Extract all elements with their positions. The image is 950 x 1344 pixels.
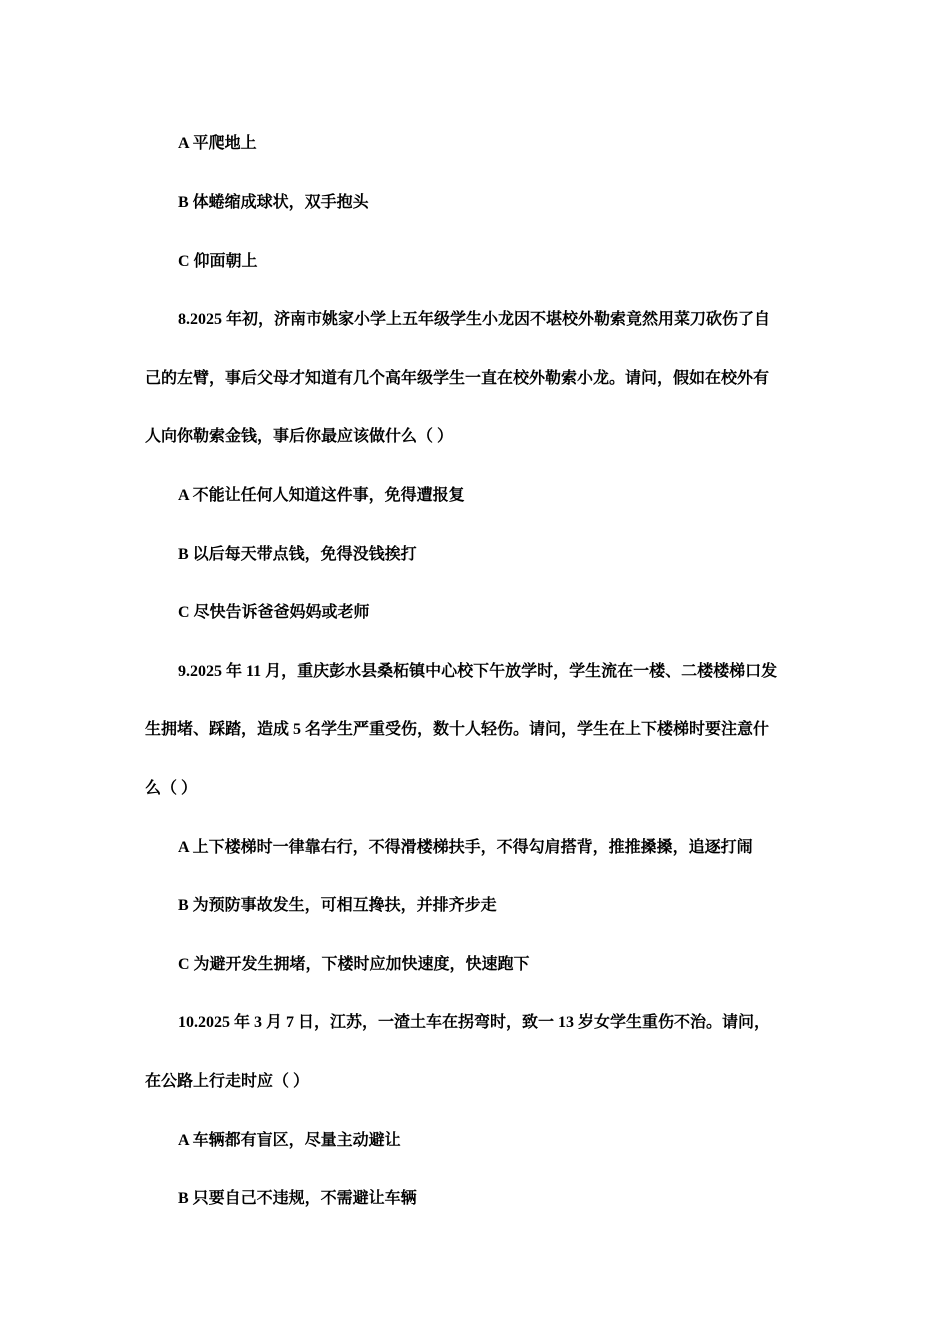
option-7b: B 体蜷缩成球状，双手抱头 <box>178 194 369 211</box>
question-9-line-2: 生拥堵、踩踏，造成 5 名学生严重受伤，数十人轻伤。请问，学生在上下楼梯时要注意什 <box>145 721 770 738</box>
option-9b: B 为预防事故发生，可相互搀扶，并排齐步走 <box>178 897 497 914</box>
question-8-line-1: 8.2025 年初，济南市姚家小学上五年级学生小龙因不堪校外勒索竟然用菜刀砍伤了自 <box>178 311 771 328</box>
question-9-line-1: 9.2025 年 11 月，重庆彭水县桑柘镇中心校下午放学时，学生流在一楼、二楼楼梯口发 <box>178 663 778 680</box>
option-9c: C 为避开发生拥堵，下楼时应加快速度，快速跑下 <box>178 956 530 973</box>
option-8a: A 不能让任何人知道这件事，免得遭报复 <box>178 487 465 504</box>
option-9a: A 上下楼梯时一律靠右行，不得滑楼梯扶手，不得勾肩搭背，推推搡搡，追逐打闹 <box>178 839 753 856</box>
option-8c: C 尽快告诉爸爸妈妈或老师 <box>178 604 370 621</box>
question-10-line-1: 10.2025 年 3 月 7 日，江苏，一渣土车在拐弯时，致一 13 岁女学生重伤不治。请问， <box>178 1014 771 1031</box>
question-9-line-3: 么（ ） <box>145 780 198 797</box>
option-7c: C 仰面朝上 <box>178 253 258 270</box>
question-8-line-2: 己的左臂，事后父母才知道有几个高年级学生一直在校外勒索小龙。请问，假如在校外有 <box>145 370 770 387</box>
option-8b: B 以后每天带点钱，免得没钱挨打 <box>178 546 417 563</box>
option-10b: B 只要自己不违规，不需避让车辆 <box>178 1190 417 1207</box>
option-10a: A 车辆都有盲区，尽量主动避让 <box>178 1132 401 1149</box>
question-10-line-2: 在公路上行走时应（ ） <box>145 1073 310 1090</box>
question-8-line-3: 人向你勒索金钱，事后你最应该做什么（ ） <box>145 428 454 445</box>
option-7a: A 平爬地上 <box>178 135 257 152</box>
